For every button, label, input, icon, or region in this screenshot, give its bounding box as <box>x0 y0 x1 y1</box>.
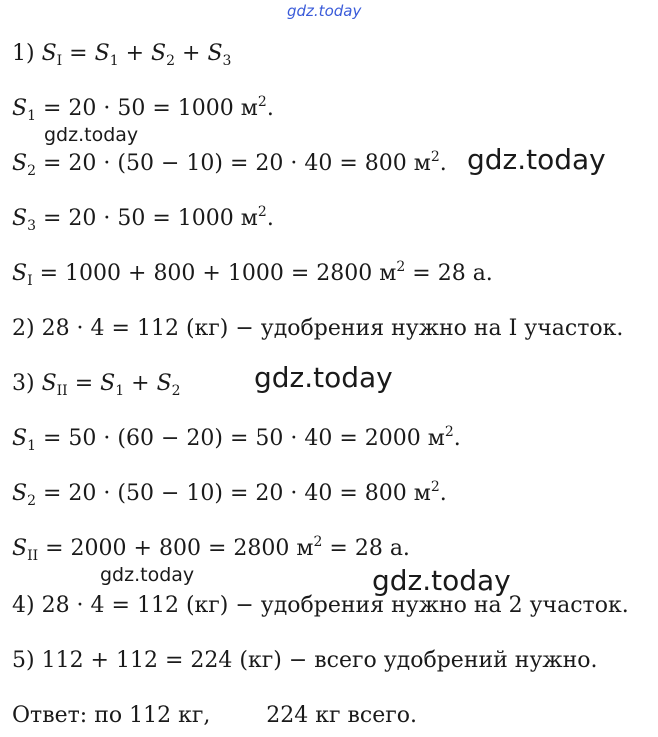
area-symbol: S <box>12 206 28 231</box>
area-subscript: 3 <box>222 53 232 69</box>
solution-line-7 <box>12 370 181 398</box>
calculation: = 50 · (60 − 20) = 50 · 40 = 2000 м <box>36 426 445 451</box>
watermark-top: gdz.today <box>287 2 362 20</box>
calculation: = 20 · 50 = 1000 м <box>36 206 258 231</box>
area-subscript: I <box>27 273 33 289</box>
area-symbol: S <box>41 371 57 396</box>
watermark-4: gdz.today <box>100 564 195 586</box>
square-superscript: 2 <box>396 259 406 275</box>
step-number: 1) <box>12 41 42 66</box>
equals: = <box>62 41 95 66</box>
area-symbol: S <box>12 261 28 286</box>
line-end: = 28 а. <box>405 261 493 286</box>
line-end: . <box>266 96 274 121</box>
line-end: . <box>453 426 461 451</box>
watermark-1: gdz.today <box>44 124 139 146</box>
plus: + <box>118 41 152 66</box>
area-symbol: S <box>12 96 28 121</box>
square-superscript: 2 <box>430 479 440 495</box>
solution-line-10 <box>12 535 410 563</box>
area-symbol: S <box>151 41 167 66</box>
area-symbol: S <box>156 371 172 396</box>
square-superscript: 2 <box>444 424 454 440</box>
area-symbol: S <box>207 41 223 66</box>
area-subscript: 1 <box>109 53 119 69</box>
calculation: = 20 · (50 − 10) = 20 · 40 = 800 м <box>36 151 431 176</box>
calculation: = 2000 + 800 = 2800 м <box>38 536 314 561</box>
area-symbol: S <box>100 371 116 396</box>
square-superscript: 2 <box>313 534 323 550</box>
area-subscript: 2 <box>171 383 181 399</box>
answer-line: Ответ: по 112 кг, 224 кг всего. <box>12 703 418 728</box>
solution-line-1 <box>12 40 231 68</box>
plus: + <box>175 41 208 66</box>
watermark-2: gdz.today <box>467 143 606 176</box>
area-subscript: 3 <box>27 218 36 234</box>
solution-line-8 <box>12 425 461 453</box>
line-end: . <box>266 206 274 231</box>
solution-line-4 <box>12 205 274 233</box>
area-subscript: 2 <box>27 163 36 179</box>
square-superscript: 2 <box>257 204 267 220</box>
area-symbol: S <box>41 41 57 66</box>
area-subscript: II <box>56 383 68 399</box>
solution-line-2 <box>12 95 274 123</box>
area-subscript: II <box>27 548 39 564</box>
line-end: . <box>439 151 447 176</box>
plus: + <box>124 371 157 396</box>
area-subscript: 1 <box>115 383 125 399</box>
area-subscript: 2 <box>27 493 36 509</box>
area-symbol: S <box>12 426 28 451</box>
area-symbol: S <box>12 481 28 506</box>
calculation: = 20 · (50 − 10) = 20 · 40 = 800 м <box>36 481 431 506</box>
equals: = <box>67 371 101 396</box>
solution-line-12: 5) 112 + 112 = 224 (кг) − всего удобрений нужно. <box>12 648 598 673</box>
square-superscript: 2 <box>430 149 440 165</box>
square-superscript: 2 <box>257 94 267 110</box>
solution-line-5 <box>12 260 493 288</box>
area-subscript: 1 <box>27 108 36 124</box>
line-end: = 28 а. <box>322 536 410 561</box>
step-number: 3) <box>12 371 42 396</box>
area-subscript: 2 <box>166 53 176 69</box>
solution-line-9 <box>12 480 447 508</box>
calculation: = 20 · 50 = 1000 м <box>36 96 258 121</box>
solution-line-11: 4) 28 · 4 = 112 (кг) − удобрения нужно на 2 участок. <box>12 593 629 618</box>
area-symbol: S <box>12 151 28 176</box>
calculation: = 1000 + 800 + 1000 = 2800 м <box>32 261 397 286</box>
area-subscript: 1 <box>27 438 36 454</box>
solution-line-3 <box>12 150 447 178</box>
solution-line-6: 2) 28 · 4 = 112 (кг) − удобрения нужно на I участок. <box>12 316 624 341</box>
area-subscript: I <box>56 53 63 69</box>
watermark-3: gdz.today <box>254 361 393 394</box>
line-end: . <box>439 481 447 506</box>
watermark-5: gdz.today <box>372 564 511 597</box>
area-symbol: S <box>12 536 28 561</box>
area-symbol: S <box>94 41 110 66</box>
